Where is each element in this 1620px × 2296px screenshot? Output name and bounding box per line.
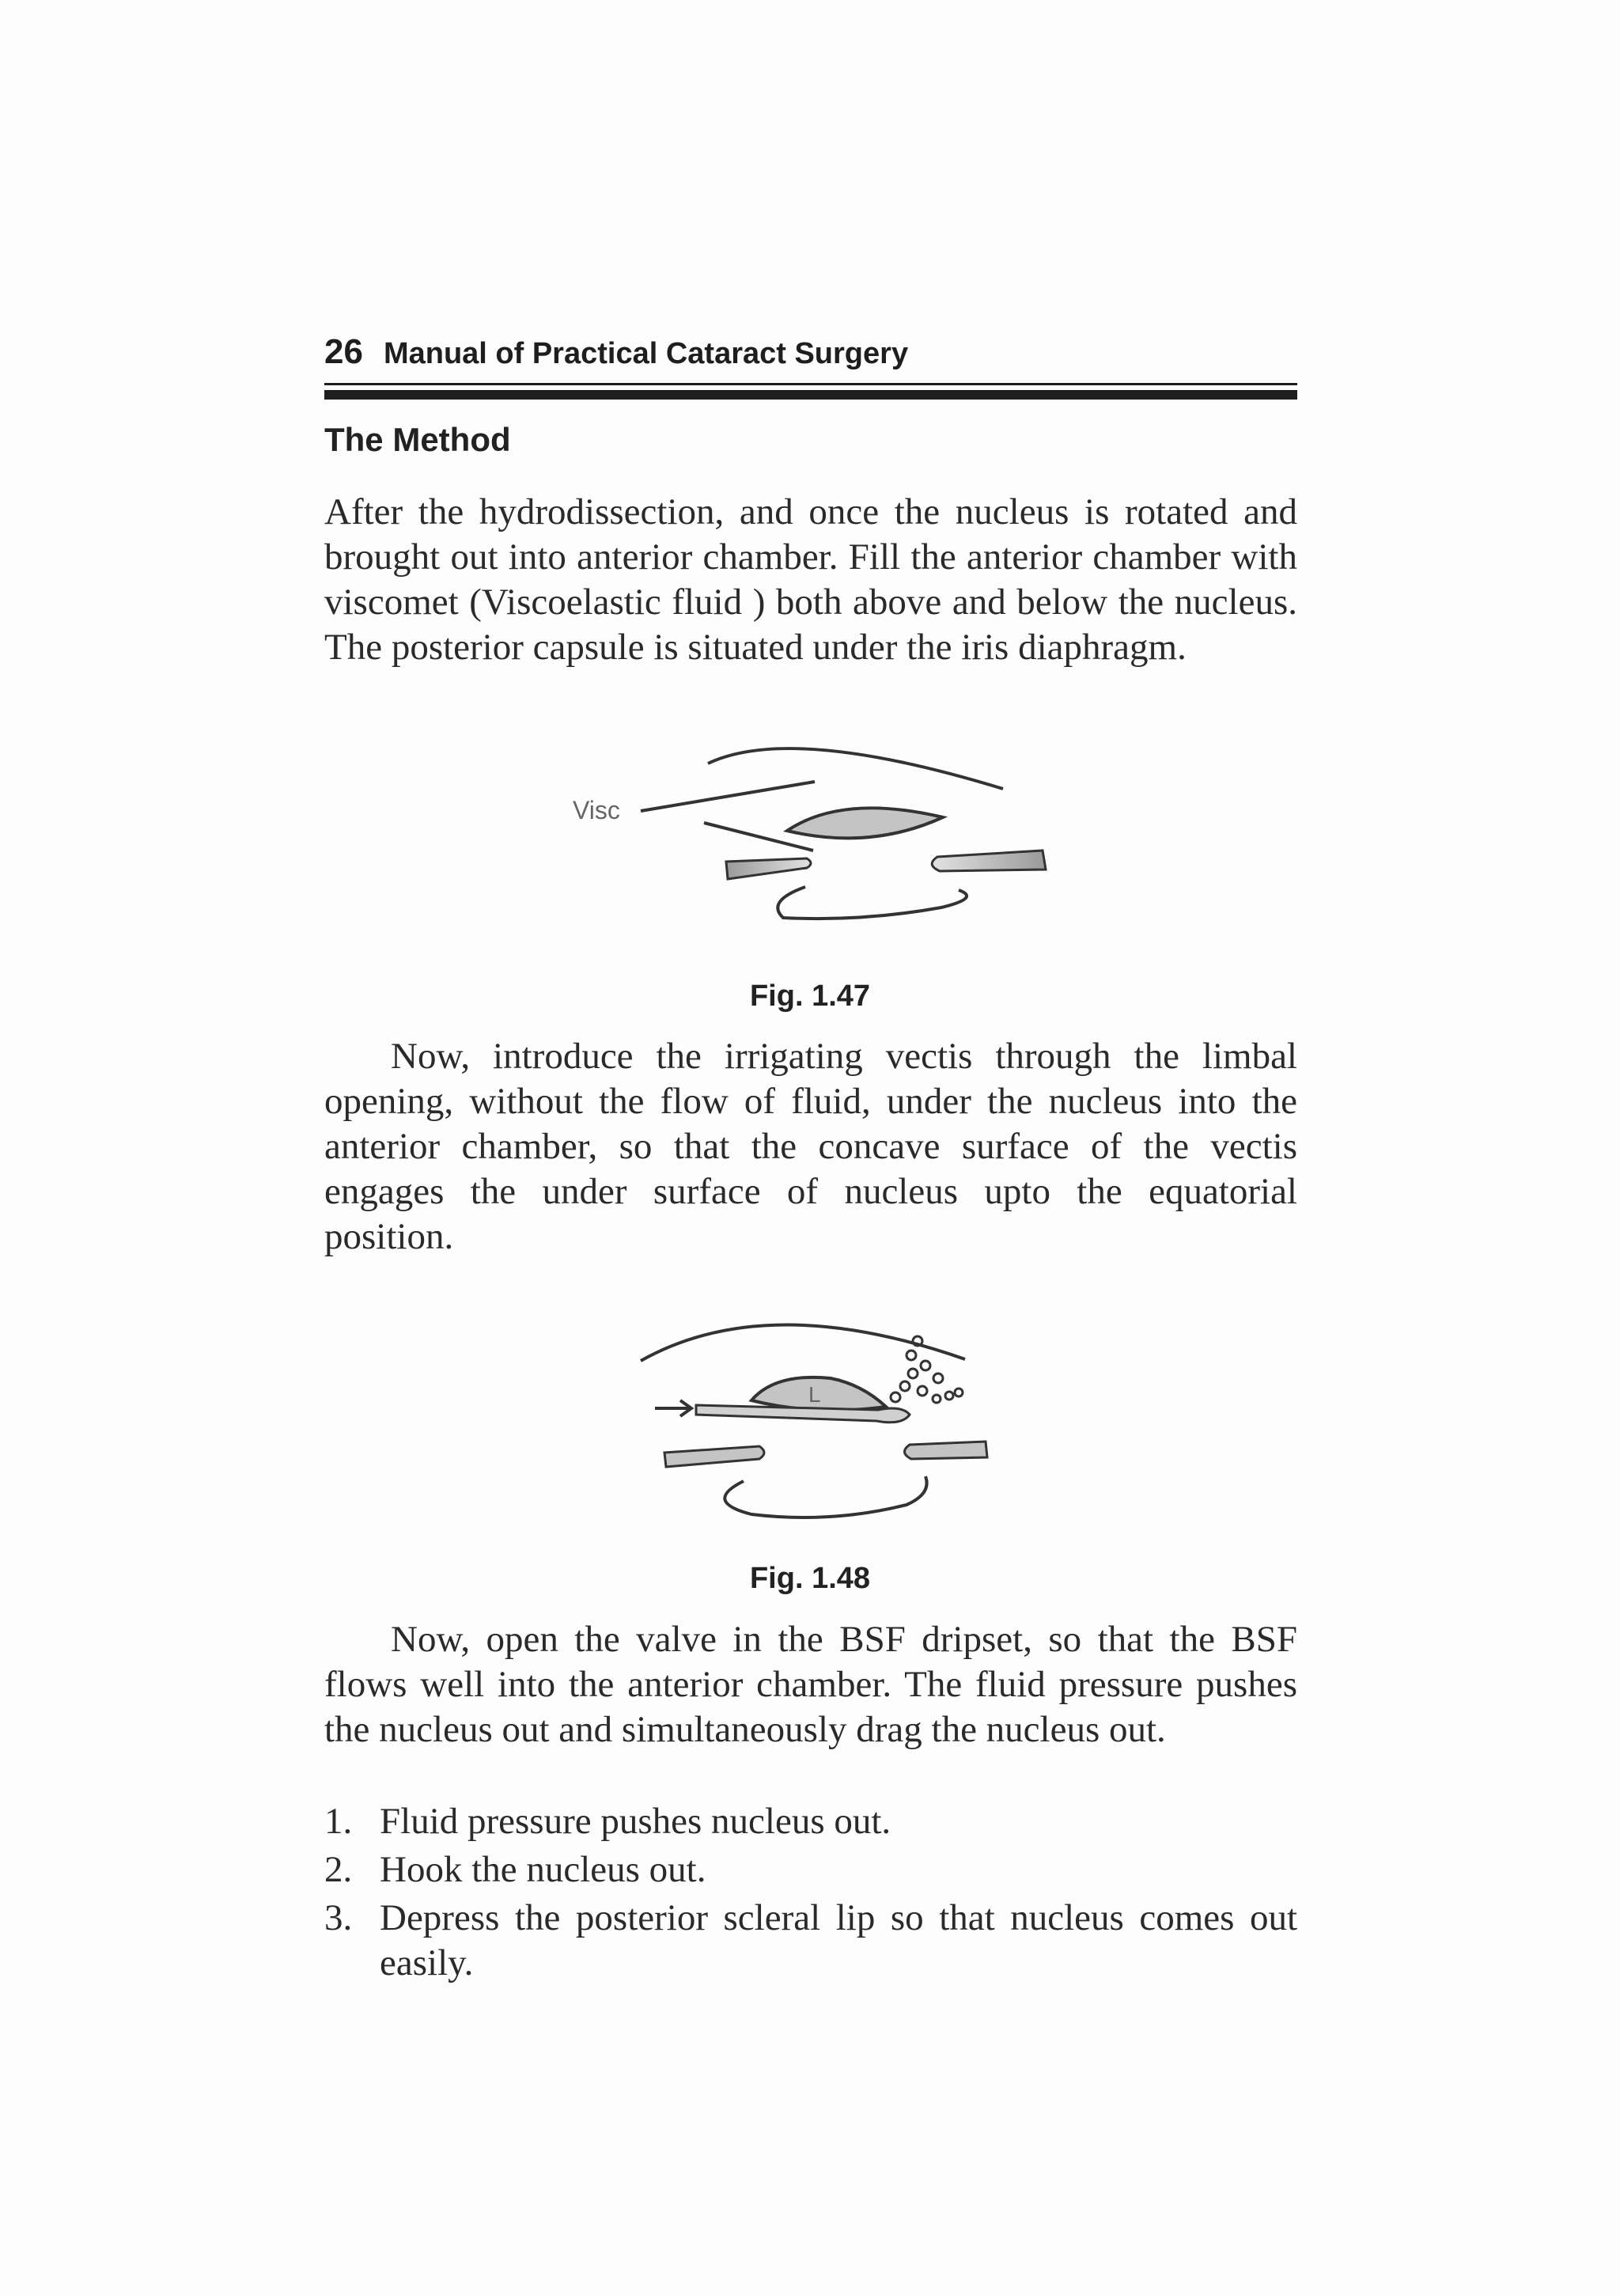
iris-right (904, 1442, 987, 1459)
nucleus-label: L (808, 1382, 821, 1407)
posterior-capsule (778, 887, 967, 919)
figure-caption-1-48 (0, 1562, 1620, 1596)
figure-caption-1-47 (0, 979, 1620, 1013)
figure-1-48 (625, 1298, 1005, 1535)
page-number: 26 (324, 332, 363, 371)
list-item-text: Depress the posterior scleral lip so that nucleus comes out easily. (380, 1897, 1297, 1983)
caption-text: Fig. 1.48 (749, 1562, 871, 1595)
list-item-text: Hook the nucleus out. (380, 1849, 706, 1890)
section-heading: The Method (324, 421, 511, 458)
book-title: Manual of Practical Cataract Surgery (383, 337, 909, 370)
list-item-number: 2. (324, 1849, 353, 1890)
list-item (324, 1799, 1297, 1844)
iris-right (932, 851, 1046, 871)
list-item-number: 3. (324, 1897, 353, 1938)
figure-1-47 (554, 732, 1076, 938)
header-rule-thin (324, 383, 1297, 385)
list-item-number: 1. (324, 1801, 353, 1842)
list-item-text: Fluid pressure pushes nucleus out. (380, 1801, 891, 1842)
paragraph-vectis: Now, introduce the irrigating vectis through the limbal opening, without the flow of fluid, under the nucleus into the anterior chamber, so that the concave surface of the vectis engages the under surface of nucleus upto the equatorial position. (324, 1036, 1297, 1257)
iris-left (664, 1446, 764, 1467)
cornea-arc (708, 748, 1003, 789)
visc-label: Visc (573, 796, 620, 824)
posterior-capsule (725, 1476, 926, 1517)
nucleus-lens (787, 808, 943, 838)
running-header (324, 332, 1297, 372)
visc-pointer-line (641, 782, 815, 811)
iris-left (726, 858, 811, 879)
caption-text: Fig. 1.47 (749, 979, 871, 1013)
header-rule-thick (324, 390, 1297, 400)
steps-list (324, 1799, 1297, 1989)
list-item (324, 1847, 1297, 1892)
paragraph-method-intro: After the hydrodissection, and once the nucleus is rotated and brought out into anterior chamber. Fill the anterior chamber with viscomet (Viscoelastic fluid ) both above and below the nucleus. The posterior capsule is situated under the iris diaphragm. (324, 491, 1297, 668)
list-item (324, 1896, 1297, 1986)
paragraph-bsf-valve: Now, open the valve in the BSF dripset, so that the BSF flows well into the anterior chamber. The fluid pressure pushes the nucleus out and simultaneously drag the nucleus out. (324, 1619, 1297, 1750)
